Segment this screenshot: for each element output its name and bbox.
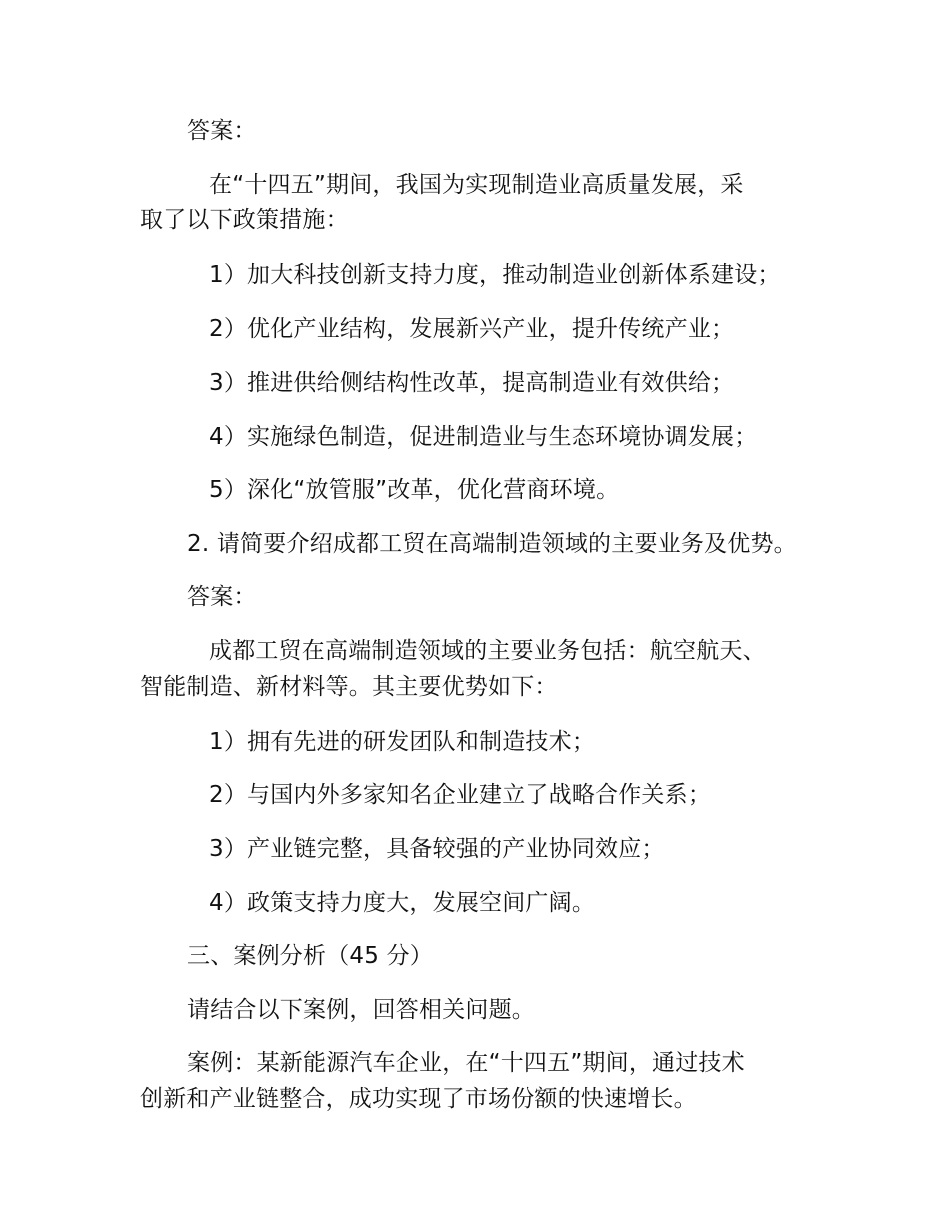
list-item: 1）加大科技创新支持力度，推动制造业创新体系建设； bbox=[209, 262, 781, 288]
paragraph-line: 取了以下政策措施： bbox=[140, 207, 349, 233]
paragraph-line: 在“十四五”期间，我国为实现制造业高质量发展，采 bbox=[209, 172, 744, 198]
list-item: 2）优化产业结构，发展新兴产业，提升传统产业； bbox=[209, 316, 735, 342]
list-item: 3）产业链完整，具备较强的产业协同效应； bbox=[209, 836, 665, 862]
section-heading: 三、案例分析（45 分） bbox=[187, 943, 433, 969]
section-intro: 请结合以下案例，回答相关问题。 bbox=[187, 997, 535, 1023]
case-text-line: 创新和产业链整合，成功实现了市场份额的快速增长。 bbox=[140, 1086, 697, 1112]
list-item: 4）政策支持力度大，发展空间广阔。 bbox=[209, 890, 596, 916]
case-text-line: 案例：某新能源汽车企业，在“十四五”期间，通过技术 bbox=[187, 1050, 745, 1076]
answer-label: 答案： bbox=[187, 118, 257, 144]
list-item: 1）拥有先进的研发团队和制造技术； bbox=[209, 729, 596, 755]
question-heading: 2. 请简要介绍成都工贸在高端制造领域的主要业务及优势。 bbox=[187, 531, 797, 557]
answer-label: 答案： bbox=[187, 584, 257, 610]
list-item: 5）深化“放管服”改革，优化营商环境。 bbox=[209, 477, 620, 503]
list-item: 3）推进供给侧结构性改革，提高制造业有效供给； bbox=[209, 370, 735, 396]
paragraph-line: 智能制造、新材料等。其主要优势如下： bbox=[140, 674, 558, 700]
paragraph-line: 成都工贸在高端制造领域的主要业务包括：航空航天、 bbox=[209, 638, 766, 664]
list-item: 4）实施绿色制造，促进制造业与生态环境协调发展； bbox=[209, 424, 758, 450]
list-item: 2）与国内外多家知名企业建立了战略合作关系； bbox=[209, 782, 712, 808]
